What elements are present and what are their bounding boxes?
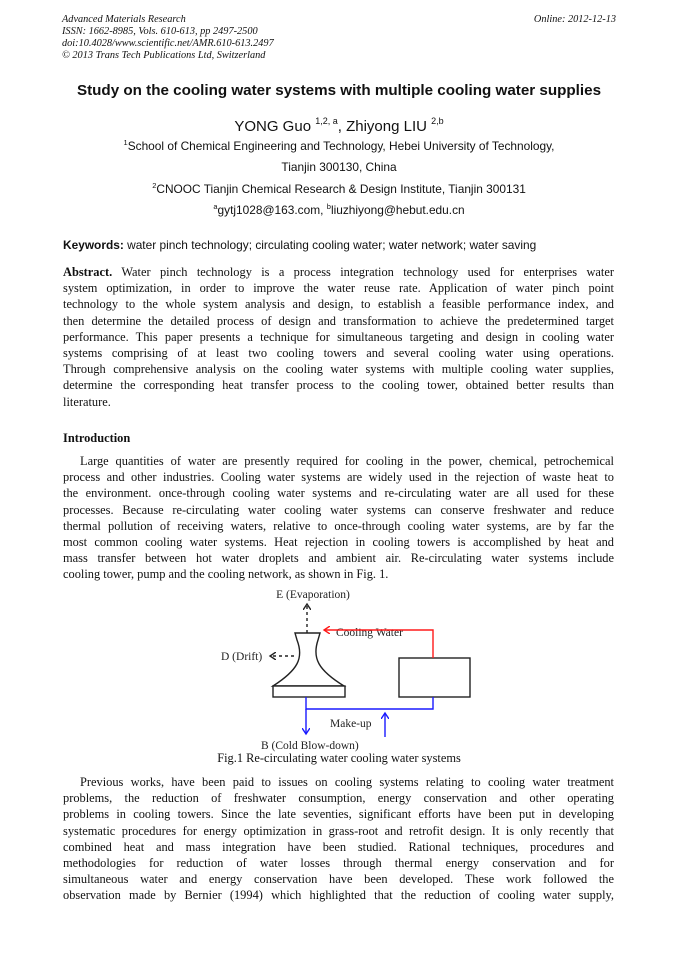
cooling-tower-basin xyxy=(273,686,345,697)
journal-header xyxy=(62,14,274,62)
cw-network-box xyxy=(399,658,470,697)
abstract-line: determine the corresponding heat transfer process to the cooling tower, obtained better results than xyxy=(63,378,614,393)
issn-line: ISSN: 1662-8985, Vols. 610-613, pp 2497-2500 xyxy=(62,26,258,37)
abstract-line: technology to the whole system analysis and design, to establish a feasible performance index, and xyxy=(63,297,614,312)
keywords xyxy=(63,238,536,252)
affiliation-1-city: Tianjin 300130, China xyxy=(281,160,397,174)
affiliation-2 xyxy=(0,181,678,196)
author-list xyxy=(0,116,678,135)
abstract-line: Through comprehensive analysis on the cooling water systems with multiple cooling water supplies, xyxy=(63,362,614,377)
cooling-tower-icon xyxy=(273,633,344,686)
intro-paragraph-2 xyxy=(63,774,614,904)
paragraph-line: process and other industries. Cooling water systems are widely used in the rejection of waste heat to xyxy=(63,470,614,485)
abstract-text: Water pinch technology is a process integration technology used for enterprises water xyxy=(112,265,614,279)
paragraph-line: Previous works, have been paid to issues on cooling systems relating to cooling water treatment xyxy=(80,775,614,789)
paragraph-line: processes. Because re-circulating water cooling water systems can conserve freshwater and reduce xyxy=(63,502,614,517)
evaporation-label: E (Evaporation) xyxy=(276,589,350,601)
online-date: Online: 2012-12-13 xyxy=(533,14,616,25)
paragraph-line: combined heat and mass integration have been studied. Rational techniques, procedures and xyxy=(63,839,614,854)
affiliation-1 xyxy=(0,138,678,153)
journal-name: Advanced Materials Research xyxy=(62,14,186,25)
intro-paragraph-1 xyxy=(63,453,614,583)
affiliation-text: CNOOC Tianjin Chemical Research & Design Institute, Tianjin 300131 xyxy=(156,182,526,196)
paragraph-line: most common cooling water systems. Heat rejection in cooling towers is accomplished by heat and xyxy=(63,534,614,549)
abstract-line: then determine the detailed process of design and transformation to achieve the predetermined target xyxy=(63,313,614,328)
paragraph-line: Large quantities of water are presently required for cooling in the power, chemical, petrochemical xyxy=(80,454,614,468)
email-sup: b xyxy=(326,202,331,211)
abstract-label: Abstract. xyxy=(63,265,113,279)
paragraph-line: cooling tower, pump and the cooling network, as shown in Fig. 1. xyxy=(63,567,389,582)
blowdown-label: B (Cold Blow-down) xyxy=(261,740,359,752)
figure-caption: Fig.1 Re-circulating water cooling water systems xyxy=(217,751,461,765)
abstract-line: performance. This paper presents a technique for simultaneous targeting and design in cooling water xyxy=(63,329,614,344)
paragraph-line: mass transfer between hot water droplets and ambient air. Re-circulating water systems include xyxy=(63,551,614,566)
abstract xyxy=(63,264,614,410)
author-name: Zhiyong LIU xyxy=(346,118,427,135)
abstract-line: system optimization, in order to improve the water reuse rate. Application of water pinch point xyxy=(63,281,614,296)
figure-cooling-water-system xyxy=(200,585,490,755)
paragraph-line: simultaneous water and energy conservation have been developed. These work followed the xyxy=(63,872,614,887)
abstract-line xyxy=(63,264,614,280)
author-affiliation-sup: 2,b xyxy=(431,116,444,126)
email-link[interactable]: gytj1028@163.com, xyxy=(217,203,327,217)
author-emails xyxy=(0,202,678,217)
author-affiliation-sup: 1,2, a xyxy=(315,116,338,126)
email-sup: a xyxy=(213,202,218,211)
return-water-line xyxy=(306,697,433,709)
keywords-label: Keywords: xyxy=(63,238,124,252)
paragraph-line: problems, the reduction of freshwater consumption, energy conservation and other operating xyxy=(63,791,614,806)
section-heading-introduction: Introduction xyxy=(63,431,131,445)
affiliation-text: School of Chemical Engineering and Technology, Hebei University of Technology, xyxy=(127,139,555,153)
affiliation-sup: 2 xyxy=(152,181,157,190)
author-separator: , xyxy=(337,118,347,135)
drift-label: D (Drift) xyxy=(221,651,263,663)
paper-title: Study on the cooling water systems with multiple cooling water supplies xyxy=(76,82,602,99)
keywords-text: water pinch technology; circulating cooling water; water network; water saving xyxy=(123,238,537,252)
abstract-line: literature. xyxy=(63,394,111,409)
paragraph-line: systematic procedures for energy optimization in grass-root and retrofit design. It is only recently that xyxy=(63,823,614,838)
paragraph-line: the environment. once-through cooling water systems and re-circulating water are all used for these xyxy=(63,486,614,501)
paragraph-line: thermal pollution of receiving waters, relative to once-through cooling water systems, are by far the xyxy=(63,518,614,533)
paragraph-line: observation made by Bernier (1994) which highlighted that the reduction of cooling water supply, xyxy=(63,888,614,903)
cooling-water-label: Cooling Water xyxy=(336,627,403,639)
abstract-line: systems comprising of at least two cooling towers and several cooling water using operations. xyxy=(63,345,614,360)
affiliation-sup: 1 xyxy=(123,138,128,147)
copyright-line: © 2013 Trans Tech Publications Ltd, Switzerland xyxy=(62,50,266,61)
author-name: YONG Guo xyxy=(234,118,312,135)
paragraph-line: problems in cooling towers. Since the late seventies, significant efforts have been put in developing xyxy=(63,807,614,822)
doi-line: doi:10.4028/www.scientific.net/AMR.610-613.2497 xyxy=(62,38,274,49)
paragraph-line: methodologies for reduction of water losses through thermal energy conservation and for xyxy=(63,855,614,870)
email-link[interactable]: liuzhiyong@hebut.edu.cn xyxy=(330,203,465,217)
makeup-label: Make-up xyxy=(330,718,372,730)
